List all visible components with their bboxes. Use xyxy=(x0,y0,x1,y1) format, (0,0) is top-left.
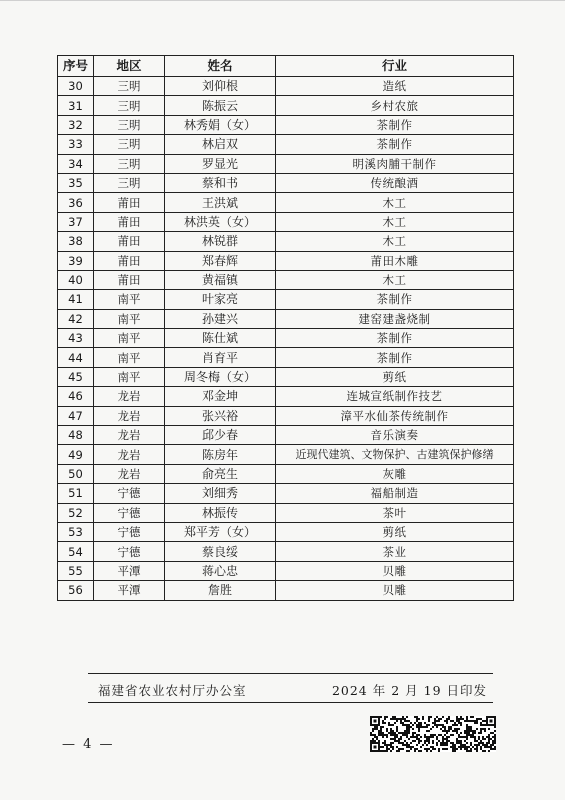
cell-region: 三明 xyxy=(94,115,165,134)
table-row xyxy=(58,329,514,348)
cell-industry: 剪纸 xyxy=(276,522,514,541)
cell-num: 41 xyxy=(58,290,94,309)
cell-name: 孙建兴 xyxy=(165,309,276,328)
cell-region: 龙岩 xyxy=(94,387,165,406)
cell-name: 林洪英（女） xyxy=(165,212,276,231)
roster-table xyxy=(57,55,514,601)
cell-industry: 音乐演奏 xyxy=(276,426,514,445)
cell-industry: 明溪肉脯干制作 xyxy=(276,154,514,173)
cell-region: 南平 xyxy=(94,309,165,328)
cell-name: 邱少春 xyxy=(165,426,276,445)
table-row xyxy=(58,503,514,522)
cell-region: 莆田 xyxy=(94,232,165,251)
table-row xyxy=(58,522,514,541)
header-num: 序号 xyxy=(58,56,94,77)
cell-industry: 茶制作 xyxy=(276,290,514,309)
cell-name: 张兴裕 xyxy=(165,406,276,425)
cell-industry: 乡村农旅 xyxy=(276,96,514,115)
cell-region: 莆田 xyxy=(94,251,165,270)
cell-industry: 贝雕 xyxy=(276,581,514,600)
cell-industry: 木工 xyxy=(276,212,514,231)
cell-num: 42 xyxy=(58,309,94,328)
cell-industry: 木工 xyxy=(276,232,514,251)
table-row xyxy=(58,348,514,367)
cell-name: 黄福镇 xyxy=(165,270,276,289)
cell-region: 龙岩 xyxy=(94,426,165,445)
cell-region: 龙岩 xyxy=(94,445,165,464)
cell-name: 林秀娟（女） xyxy=(165,115,276,134)
cell-num: 40 xyxy=(58,270,94,289)
cell-name: 詹胜 xyxy=(165,581,276,600)
cell-name: 林启双 xyxy=(165,135,276,154)
cell-num: 55 xyxy=(58,561,94,580)
cell-name: 郑春辉 xyxy=(165,251,276,270)
table-row xyxy=(58,387,514,406)
cell-industry: 茶制作 xyxy=(276,348,514,367)
cell-name: 叶家亮 xyxy=(165,290,276,309)
table-row xyxy=(58,406,514,425)
cell-industry: 木工 xyxy=(276,193,514,212)
cell-name: 俞亮生 xyxy=(165,464,276,483)
cell-num: 36 xyxy=(58,193,94,212)
cell-industry: 茶制作 xyxy=(276,115,514,134)
cell-name: 周冬梅（女） xyxy=(165,367,276,386)
footer-rule-top xyxy=(88,673,493,674)
cell-region: 三明 xyxy=(94,154,165,173)
table-row xyxy=(58,426,514,445)
cell-region: 三明 xyxy=(94,135,165,154)
cell-num: 37 xyxy=(58,212,94,231)
cell-region: 龙岩 xyxy=(94,464,165,483)
cell-name: 陈仕斌 xyxy=(165,329,276,348)
issuer-name: 福建省农业农村厅办公室 xyxy=(98,683,247,698)
cell-industry: 茶制作 xyxy=(276,135,514,154)
cell-name: 林振传 xyxy=(165,503,276,522)
cell-industry: 茶叶 xyxy=(276,503,514,522)
table-row xyxy=(58,251,514,270)
cell-industry: 建窑建盏烧制 xyxy=(276,309,514,328)
cell-industry: 灰雕 xyxy=(276,464,514,483)
cell-region: 南平 xyxy=(94,348,165,367)
header-region: 地区 xyxy=(94,56,165,77)
cell-name: 刘细秀 xyxy=(165,484,276,503)
cell-region: 三明 xyxy=(94,96,165,115)
issue-date: 2024 年 2 月 19 日印发 xyxy=(331,683,487,698)
cell-num: 32 xyxy=(58,115,94,134)
cell-name: 林锐群 xyxy=(165,232,276,251)
cell-name: 肖育平 xyxy=(165,348,276,367)
table-row xyxy=(58,542,514,561)
table-row xyxy=(58,290,514,309)
cell-industry: 福船制造 xyxy=(276,484,514,503)
cell-region: 莆田 xyxy=(94,270,165,289)
cell-num: 52 xyxy=(58,503,94,522)
cell-name: 陈房年 xyxy=(165,445,276,464)
table-row xyxy=(58,212,514,231)
table-row xyxy=(58,115,514,134)
table-row xyxy=(58,581,514,600)
header-industry: 行业 xyxy=(276,56,514,77)
cell-region: 三明 xyxy=(94,173,165,192)
cell-region: 宁德 xyxy=(94,522,165,541)
table-body xyxy=(58,77,514,601)
cell-num: 31 xyxy=(58,96,94,115)
cell-num: 38 xyxy=(58,232,94,251)
cell-industry: 传统酿酒 xyxy=(276,173,514,192)
document-code-image xyxy=(370,716,496,752)
table-row xyxy=(58,367,514,386)
cell-region: 平潭 xyxy=(94,561,165,580)
cell-region: 莆田 xyxy=(94,212,165,231)
cell-region: 南平 xyxy=(94,329,165,348)
cell-name: 刘仰根 xyxy=(165,77,276,96)
cell-region: 宁德 xyxy=(94,484,165,503)
cell-num: 43 xyxy=(58,329,94,348)
cell-name: 蒋心忠 xyxy=(165,561,276,580)
cell-industry: 造纸 xyxy=(276,77,514,96)
table-header-row xyxy=(58,56,514,77)
cell-num: 50 xyxy=(58,464,94,483)
cell-name: 邓金坤 xyxy=(165,387,276,406)
cell-region: 平潭 xyxy=(94,581,165,600)
cell-industry: 漳平水仙茶传统制作 xyxy=(276,406,514,425)
table-row xyxy=(58,270,514,289)
table-row xyxy=(58,193,514,212)
table-row xyxy=(58,232,514,251)
page-number: — 4 — xyxy=(62,737,115,752)
cell-region: 宁德 xyxy=(94,542,165,561)
cell-industry: 莆田木雕 xyxy=(276,251,514,270)
cell-industry: 木工 xyxy=(276,270,514,289)
cell-num: 34 xyxy=(58,154,94,173)
table-row xyxy=(58,77,514,96)
cell-num: 47 xyxy=(58,406,94,425)
cell-name: 蔡和书 xyxy=(165,173,276,192)
header-name: 姓名 xyxy=(165,56,276,77)
cell-region: 南平 xyxy=(94,367,165,386)
table-row xyxy=(58,464,514,483)
cell-name: 陈振云 xyxy=(165,96,276,115)
cell-num: 51 xyxy=(58,484,94,503)
cell-num: 53 xyxy=(58,522,94,541)
cell-num: 35 xyxy=(58,173,94,192)
cell-industry: 茶制作 xyxy=(276,329,514,348)
cell-name: 蔡良绥 xyxy=(165,542,276,561)
cell-num: 46 xyxy=(58,387,94,406)
table-row xyxy=(58,135,514,154)
cell-num: 48 xyxy=(58,426,94,445)
cell-industry: 近现代建筑、文物保护、古建筑保护修缮 xyxy=(276,445,514,464)
table-row xyxy=(58,96,514,115)
cell-industry: 茶业 xyxy=(276,542,514,561)
cell-name: 王洪斌 xyxy=(165,193,276,212)
page-edge xyxy=(0,0,565,1)
cell-name: 郑平芳（女） xyxy=(165,522,276,541)
cell-industry: 贝雕 xyxy=(276,561,514,580)
table-row xyxy=(58,561,514,580)
cell-industry: 连城宣纸制作技艺 xyxy=(276,387,514,406)
cell-industry: 剪纸 xyxy=(276,367,514,386)
cell-num: 45 xyxy=(58,367,94,386)
cell-region: 宁德 xyxy=(94,503,165,522)
cell-region: 三明 xyxy=(94,77,165,96)
cell-name: 罗显光 xyxy=(165,154,276,173)
table-row xyxy=(58,154,514,173)
footer-rule-bottom xyxy=(88,702,493,703)
cell-num: 44 xyxy=(58,348,94,367)
cell-region: 龙岩 xyxy=(94,406,165,425)
table-row xyxy=(58,445,514,464)
cell-region: 莆田 xyxy=(94,193,165,212)
cell-num: 54 xyxy=(58,542,94,561)
table-row xyxy=(58,484,514,503)
cell-num: 49 xyxy=(58,445,94,464)
table-row xyxy=(58,309,514,328)
cell-num: 39 xyxy=(58,251,94,270)
table-row xyxy=(58,173,514,192)
cell-region: 南平 xyxy=(94,290,165,309)
cell-num: 30 xyxy=(58,77,94,96)
cell-num: 56 xyxy=(58,581,94,600)
cell-num: 33 xyxy=(58,135,94,154)
